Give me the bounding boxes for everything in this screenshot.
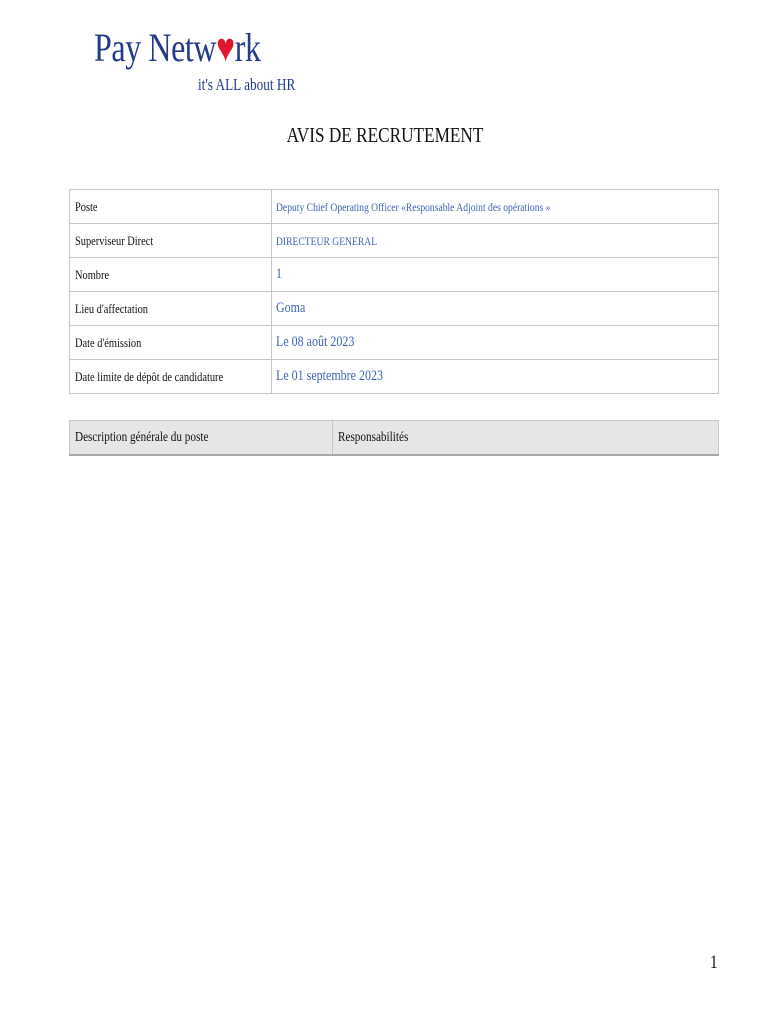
sections-header-table (69, 420, 719, 456)
row-label (70, 360, 272, 394)
job-details-table (69, 189, 719, 394)
logo-wordmark (94, 24, 261, 72)
value-text: Goma (276, 300, 306, 316)
section-header-text: Description générale du poste (75, 429, 209, 445)
logo-tagline: it's ALL about HR (198, 75, 296, 94)
row-label (70, 224, 272, 258)
heart-icon: ♥ (216, 25, 235, 70)
table-row (70, 421, 719, 456)
section-header-description (70, 421, 333, 456)
label-text: Date d'émission (75, 334, 142, 350)
logo-text-end: rk (234, 25, 261, 70)
section-header-responsibilities (333, 421, 719, 456)
value-text: Le 01 septembre 2023 (276, 368, 383, 384)
label-text: Nombre (75, 266, 110, 282)
value-text: DIRECTEUR GENERAL (276, 233, 378, 248)
row-value (272, 258, 719, 292)
row-label (70, 190, 272, 224)
page-number-text: 1 (709, 952, 718, 973)
page-number (709, 952, 719, 974)
table-row (70, 224, 719, 258)
value-text: Le 08 août 2023 (276, 334, 355, 350)
value-text: 1 (276, 266, 282, 282)
row-value (272, 190, 719, 224)
row-label (70, 258, 272, 292)
page-title (0, 121, 770, 149)
row-value (272, 326, 719, 360)
label-text: Date limite de dépôt de candidature (75, 368, 224, 384)
table-row (70, 326, 719, 360)
row-label (70, 292, 272, 326)
label-text: Poste (75, 198, 98, 214)
row-value (272, 292, 719, 326)
table-row (70, 292, 719, 326)
section-header-text: Responsabilités (338, 429, 409, 445)
row-label (70, 326, 272, 360)
value-text: Deputy Chief Operating Officer «Responsable Adjoint des opérations » (276, 199, 551, 214)
table-row (70, 258, 719, 292)
page-title-text: AVIS DE RECRUTEMENT (286, 123, 484, 147)
company-logo (94, 24, 294, 96)
label-text: Lieu d'affectation (75, 300, 149, 316)
table-row (70, 190, 719, 224)
table-row (70, 360, 719, 394)
logo-text-start: Pay Netw (94, 25, 217, 70)
row-value (272, 224, 719, 258)
row-value (272, 360, 719, 394)
label-text: Superviseur Direct (75, 232, 154, 248)
